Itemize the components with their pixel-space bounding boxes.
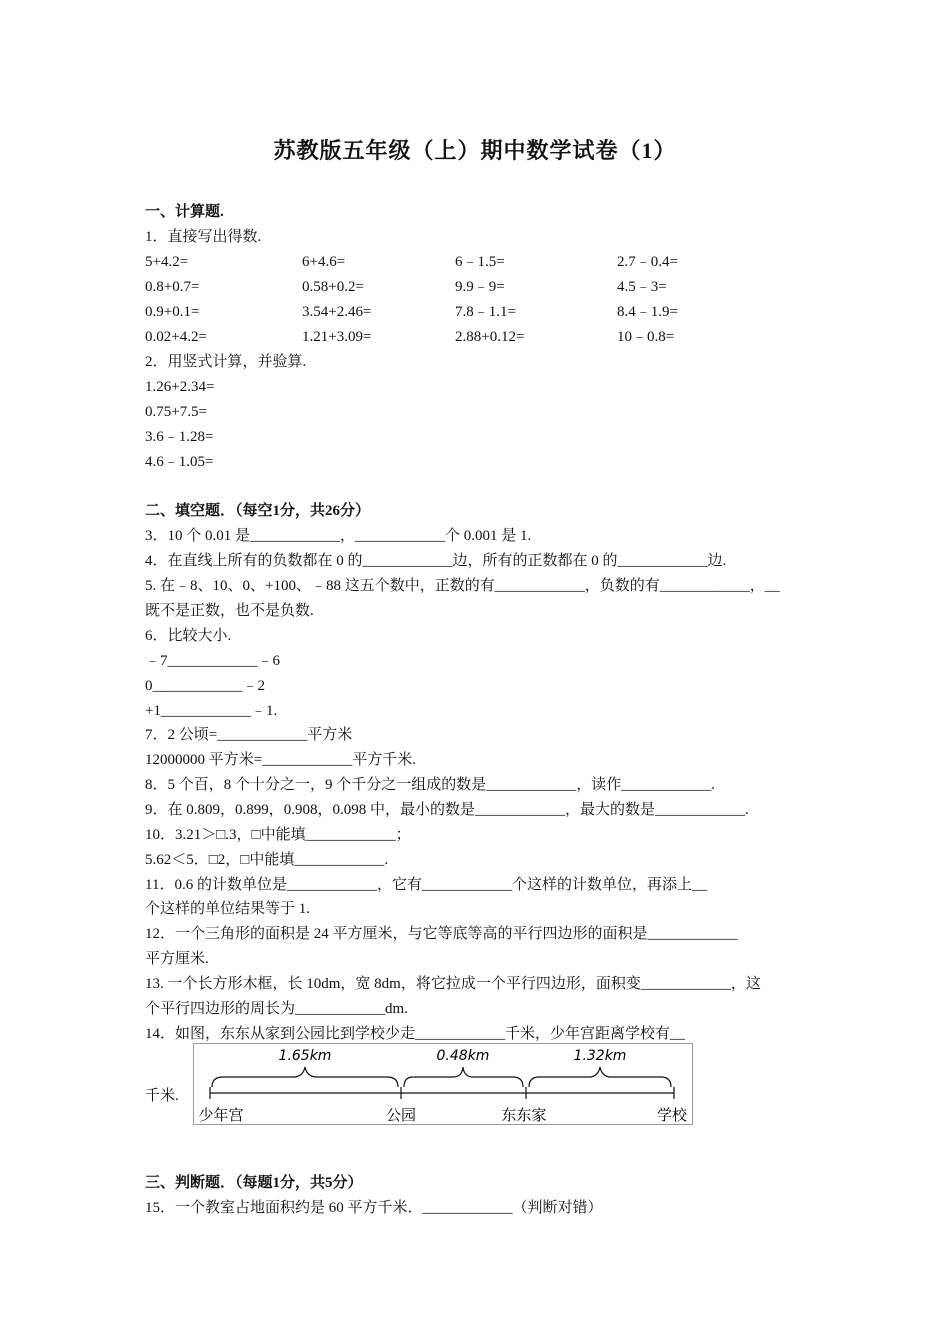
exam-title: 苏教版五年级（上）期中数学试卷（1） bbox=[273, 138, 677, 163]
question-10: 10．3.21＞□.3，□中能填____________； bbox=[145, 827, 411, 843]
question-13: 13. 一个长方形木框，长 10dm，宽 8dm，将它拉成一个平行四边形，面积变____________，这 bbox=[145, 976, 761, 992]
distance-label-3: 1.32km bbox=[573, 1048, 627, 1064]
question-2: 2．用竖式计算，并验算. bbox=[145, 354, 307, 370]
place-park: 公园 bbox=[385, 1106, 417, 1124]
calc-item: 10﹣0.8= bbox=[617, 329, 675, 345]
question-7: 7．2 公顷=____________平方米 bbox=[145, 727, 353, 743]
question-3: 3．10 个 0.01 是____________，____________个 0.001 是 1. bbox=[145, 528, 532, 544]
distance-label-1: 1.65km bbox=[278, 1048, 332, 1064]
brace-1 bbox=[212, 1067, 398, 1087]
question-12: 12．一个三角形的面积是 24 平方厘米，与它等底等高的平行四边形的面积是____________ bbox=[145, 926, 738, 942]
question-14: 14．如图，东东从家到公园比到学校少走____________千米，少年宫距离学校有__ bbox=[145, 1026, 686, 1042]
q6-item: ﹣7____________﹣6 bbox=[145, 653, 281, 669]
calc-item: 5+4.2= bbox=[145, 254, 189, 270]
q6-item: +1____________﹣1. bbox=[145, 703, 278, 719]
question-10-cont: 5.62＜5．□2，□中能填____________. bbox=[145, 852, 389, 868]
calc-item: 8.4﹣1.9= bbox=[617, 304, 678, 320]
calc-item: 0.8+0.7= bbox=[145, 279, 200, 295]
q2-item: 3.6﹣1.28= bbox=[145, 429, 214, 445]
section1-heading: 一、计算题. bbox=[145, 204, 224, 220]
q2-item: 0.75+7.5= bbox=[145, 404, 207, 420]
question-12-cont: 平方厘米. bbox=[145, 951, 209, 967]
question-7-cont: 12000000 平方米=____________平方千米. bbox=[145, 752, 416, 768]
question-6: 6．比较大小. bbox=[145, 628, 232, 644]
place-home: 东东家 bbox=[501, 1106, 547, 1124]
q6-item: 0____________﹣2 bbox=[145, 678, 266, 694]
question-13-cont: 个平行四边形的周长为____________dm. bbox=[145, 1001, 408, 1017]
brace-2 bbox=[404, 1067, 523, 1087]
place-school: 学校 bbox=[656, 1106, 688, 1124]
calc-item: 7.8﹣1.1= bbox=[455, 304, 516, 320]
calc-item: 4.5﹣3= bbox=[617, 279, 667, 295]
place-shaonian: 少年宫 bbox=[198, 1106, 244, 1124]
calc-item: 2.88+0.12= bbox=[455, 329, 525, 345]
brace-3 bbox=[529, 1067, 671, 1087]
calc-item: 2.7﹣0.4= bbox=[617, 254, 678, 270]
question-8: 8．5 个百，8 个十分之一，9 个千分之一组成的数是____________，读作____________. bbox=[145, 777, 716, 793]
section3-heading: 三、判断题．（每题1分，共5分） bbox=[145, 1175, 363, 1191]
q2-item: 4.6﹣1.05= bbox=[145, 454, 214, 470]
question-1: 1．直接写出得数. bbox=[145, 229, 262, 245]
q2-item: 1.26+2.34= bbox=[145, 379, 215, 395]
question-11-cont: 个这样的单位结果等于 1. bbox=[145, 901, 311, 917]
calc-item: 6﹣1.5= bbox=[455, 254, 505, 270]
calc-item: 0.58+0.2= bbox=[302, 279, 364, 295]
calc-item: 6+4.6= bbox=[302, 254, 346, 270]
calc-item: 3.54+2.46= bbox=[302, 304, 372, 320]
distance-diagram bbox=[193, 1043, 693, 1125]
question-5: 5. 在﹣8、10、0、+100、﹣88 这五个数中，正数的有____________，负数的有____________，__ bbox=[145, 578, 780, 594]
calc-item: 9.9﹣9= bbox=[455, 279, 505, 295]
section2-heading: 二、填空题．（每空1分，共26分） bbox=[145, 503, 371, 519]
distance-label-2: 0.48km bbox=[436, 1048, 490, 1064]
question-4: 4．在直线上所有的负数都在 0 的____________边，所有的正数都在 0 的____________边. bbox=[145, 553, 727, 569]
question-15: 15．一个教室占地面积约是 60 平方千米．____________（判断对错） bbox=[145, 1200, 603, 1216]
calc-item: 1.21+3.09= bbox=[302, 329, 372, 345]
question-9: 9．在 0.809，0.899，0.908，0.098 中，最小的数是____________，最大的数是____________. bbox=[145, 802, 749, 818]
calc-item: 0.02+4.2= bbox=[145, 329, 207, 345]
question-14-tail: 千米. bbox=[145, 1088, 179, 1104]
question-11: 11．0.6 的计数单位是____________，它有____________个这样的计数单位，再添上__ bbox=[145, 877, 707, 893]
calc-item: 0.9+0.1= bbox=[145, 304, 200, 320]
question-5-cont: 既不是正数，也不是负数. bbox=[145, 603, 314, 619]
